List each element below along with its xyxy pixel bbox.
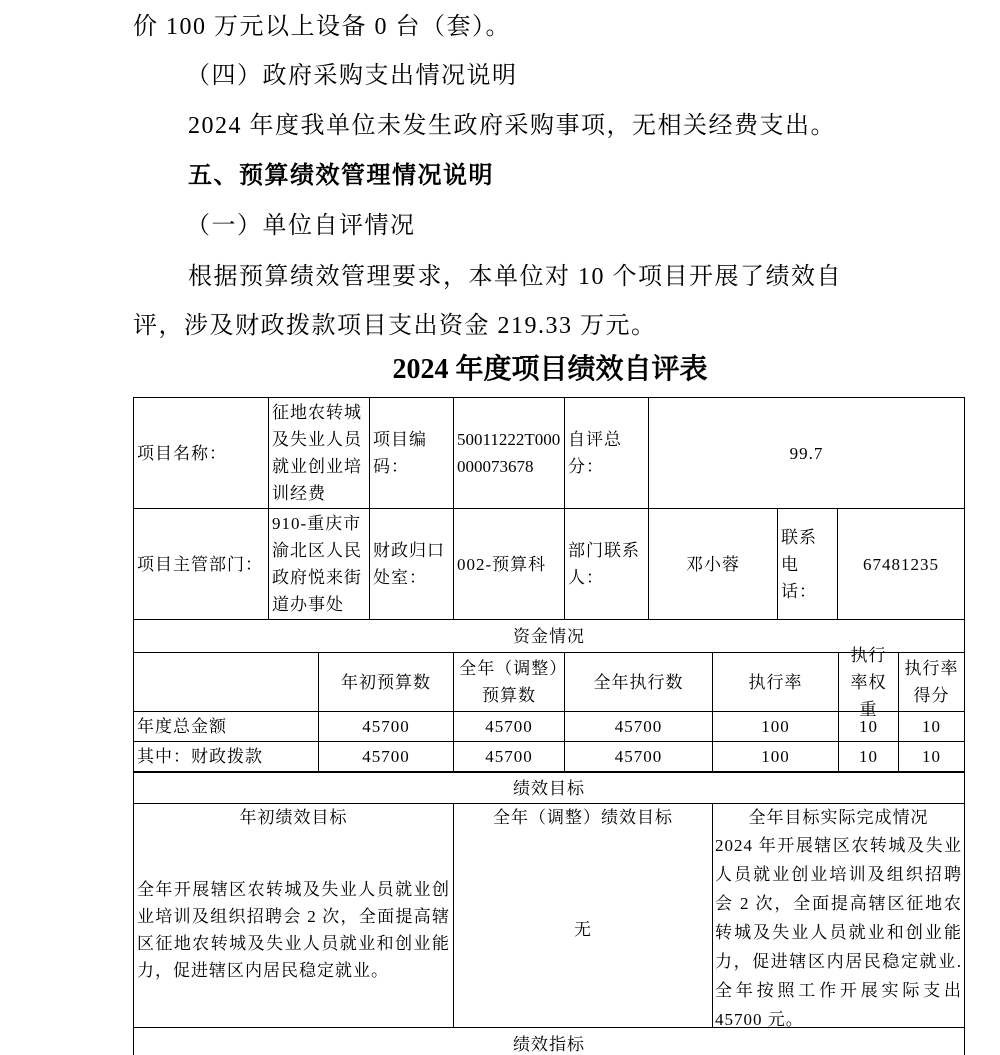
initial-goal: 全年开展辖区农转城及失业人员就业创业培训及组织招聘会 2 次，全面提高辖区征地农转城及失业人员就业和创业能力，促进辖区内居民稳定就业。: [137, 879, 450, 980]
fund-value: 45700: [564, 711, 713, 742]
goal-header: 年初绩效目标: [239, 808, 348, 827]
fund-value: 100: [712, 711, 839, 742]
section-heading: （一）单位自评情况: [186, 213, 416, 239]
funds-section-header: 资金情况: [133, 619, 965, 653]
actual-goal-cell: [712, 803, 965, 1028]
fund-value: 100: [712, 741, 839, 772]
section-heading: （四）政府采购支出情况说明: [186, 63, 518, 89]
contact-label: 部门联系人：: [564, 508, 649, 620]
fund-value: 45700: [453, 711, 565, 742]
section-heading: 五、预算绩效管理情况说明: [188, 163, 494, 189]
funds-corner: [133, 652, 319, 712]
fund-value: 10: [838, 711, 899, 742]
office-label: 财政归口处室：: [369, 508, 454, 620]
indicators-section-header: 绩效指标: [133, 1027, 965, 1055]
code-label: 项目编码：: [369, 397, 454, 509]
fund-row-label: 年度总金额: [133, 711, 319, 742]
col-header: 执行率: [712, 652, 839, 712]
dept-label: 项目主管部门：: [133, 508, 269, 620]
office: 002-预算科: [453, 508, 565, 620]
initial-goal-cell: [133, 803, 454, 1028]
fund-value: 45700: [564, 741, 713, 772]
col-header: 全年（调整）预算数: [453, 652, 565, 712]
fund-value: 10: [898, 711, 965, 742]
fund-value: 10: [898, 741, 965, 772]
goal-header: 全年（调整）绩效目标: [493, 808, 673, 827]
col-header: 全年执行数: [564, 652, 713, 712]
paragraph: 价 100 万元以上设备 0 台（套）。: [133, 14, 511, 40]
col-header: 执行率得分: [898, 652, 965, 712]
col-header: 年初预算数: [318, 652, 454, 712]
table-title: 2024 年度项目绩效自评表: [392, 354, 708, 385]
project-code: 50011222T000000073678: [453, 397, 565, 509]
goal-header: 全年目标实际完成情况: [748, 808, 929, 827]
name-label: 项目名称：: [133, 397, 269, 509]
score-label: 自评总分：: [564, 397, 649, 509]
fund-value: 10: [838, 741, 899, 772]
paragraph: 评，涉及财政拨款项目支出资金 219.33 万元。: [133, 313, 657, 339]
dept: 910-重庆市渝北区人民政府悦来街道办事处: [268, 508, 370, 620]
contact: 邓小蓉: [648, 508, 778, 620]
fund-value: 45700: [318, 741, 454, 772]
actual-completion: 2024 年开展辖区农转城及失业人员就业创业培训及组织招聘会 2 次，全面提高辖区征地农转城及失业人员就业和创业能力，促进辖区内居民稳定就业.全年按照工作开展实际支出 45700 元。: [715, 836, 962, 1029]
project-name: 征地农转城及失业人员就业创业培训经费: [268, 397, 370, 509]
phone: 67481235: [837, 508, 965, 620]
col-header: 执行率权重: [838, 652, 899, 712]
adjusted-goal: 无: [574, 920, 592, 939]
fund-value: 45700: [318, 711, 454, 742]
goals-section-header: 绩效目标: [133, 772, 965, 804]
adjusted-goal-cell: [453, 803, 713, 1028]
paragraph: 根据预算绩效管理要求，本单位对 10 个项目开展了绩效自: [188, 264, 842, 290]
paragraph: 2024 年度我单位未发生政府采购事项，无相关经费支出。: [188, 113, 836, 139]
phone-label: 联系电话：: [777, 508, 838, 620]
fund-value: 45700: [453, 741, 565, 772]
self-score: 99.7: [648, 397, 965, 509]
fund-row-label: 其中：财政拨款: [133, 741, 319, 772]
